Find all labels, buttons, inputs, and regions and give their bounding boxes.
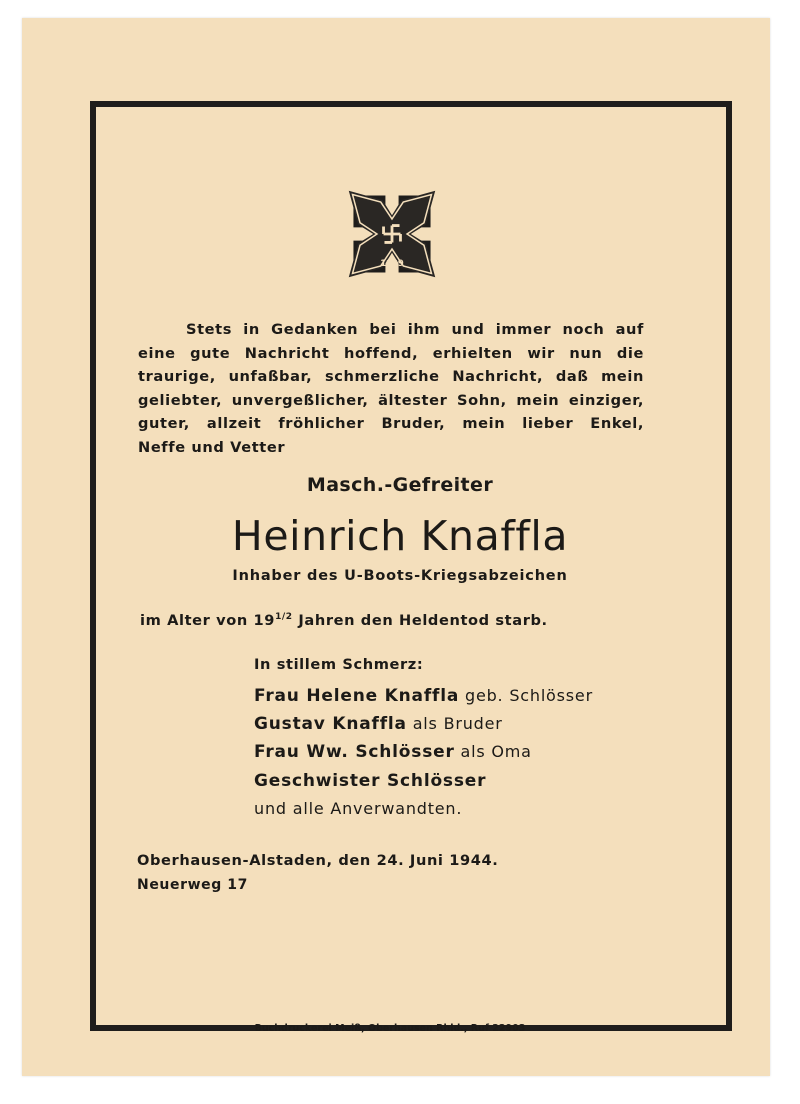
mourning-heading: In stillem Schmerz: [254,656,424,673]
age-prefix: im Alter von 19 [140,612,276,629]
mourners-list [254,682,593,823]
iron-cross-icon [345,187,439,281]
mourner-relation: als Oma [454,742,532,762]
mourner-name: Geschwister Schlösser [254,770,487,791]
age-at-death-line [140,612,548,629]
mourner-name: Frau Helene Knaffla [254,686,460,706]
intro-line: geliebter, unvergeßlicher, ältester Sohn, mein einziger, [138,391,644,409]
military-rank: Masch.-Gefreiter [306,474,494,496]
age-suffix: Jahren den Heldentod starb. [292,612,548,629]
mourner-relation: als Bruder [406,714,503,734]
intro-line: Stets in Gedanken bei ihm und immer noch auf [186,321,644,338]
mourner-row [254,682,593,710]
mourner-relation: geb. Schlösser [459,686,593,705]
intro-line: traurige, unfaßbar, schmerzliche Nachricht, daß mein [138,368,644,386]
printer-imprint: Buchdruckerei Meiß, Oberhausen Rhld., Ruf 22903 [254,1023,526,1034]
age-fraction: 1/2 [275,612,293,623]
cross-year: 1939 [380,257,404,268]
intro-line: guter, allzeit fröhlicher Bruder, mein lieber Enkel, [138,415,644,433]
deceased-name: Heinrich Knaffla [231,512,569,560]
mourner-row [254,710,593,738]
decoration-line: Inhaber des U-Boots-Kriegsabzeichen [232,568,568,584]
mourner-name: Gustav Knaffla [254,714,407,735]
mourner-name: Frau Ww. Schlösser [254,742,455,763]
intro-line: eine gute Nachricht hoffend, erhielten wir nun die [138,344,644,362]
place-and-date: Oberhausen-Alstaden, den 24. Juni 1944. [137,852,499,869]
intro-paragraph [138,318,644,460]
intro-line: Neffe und Vetter [138,438,286,456]
mourner-row [254,795,593,823]
mourner-row [254,738,593,766]
street-address: Neuerweg 17 [137,877,248,893]
mourner-relation: und alle Anverwandten. [254,798,463,818]
mourner-row [254,767,593,795]
